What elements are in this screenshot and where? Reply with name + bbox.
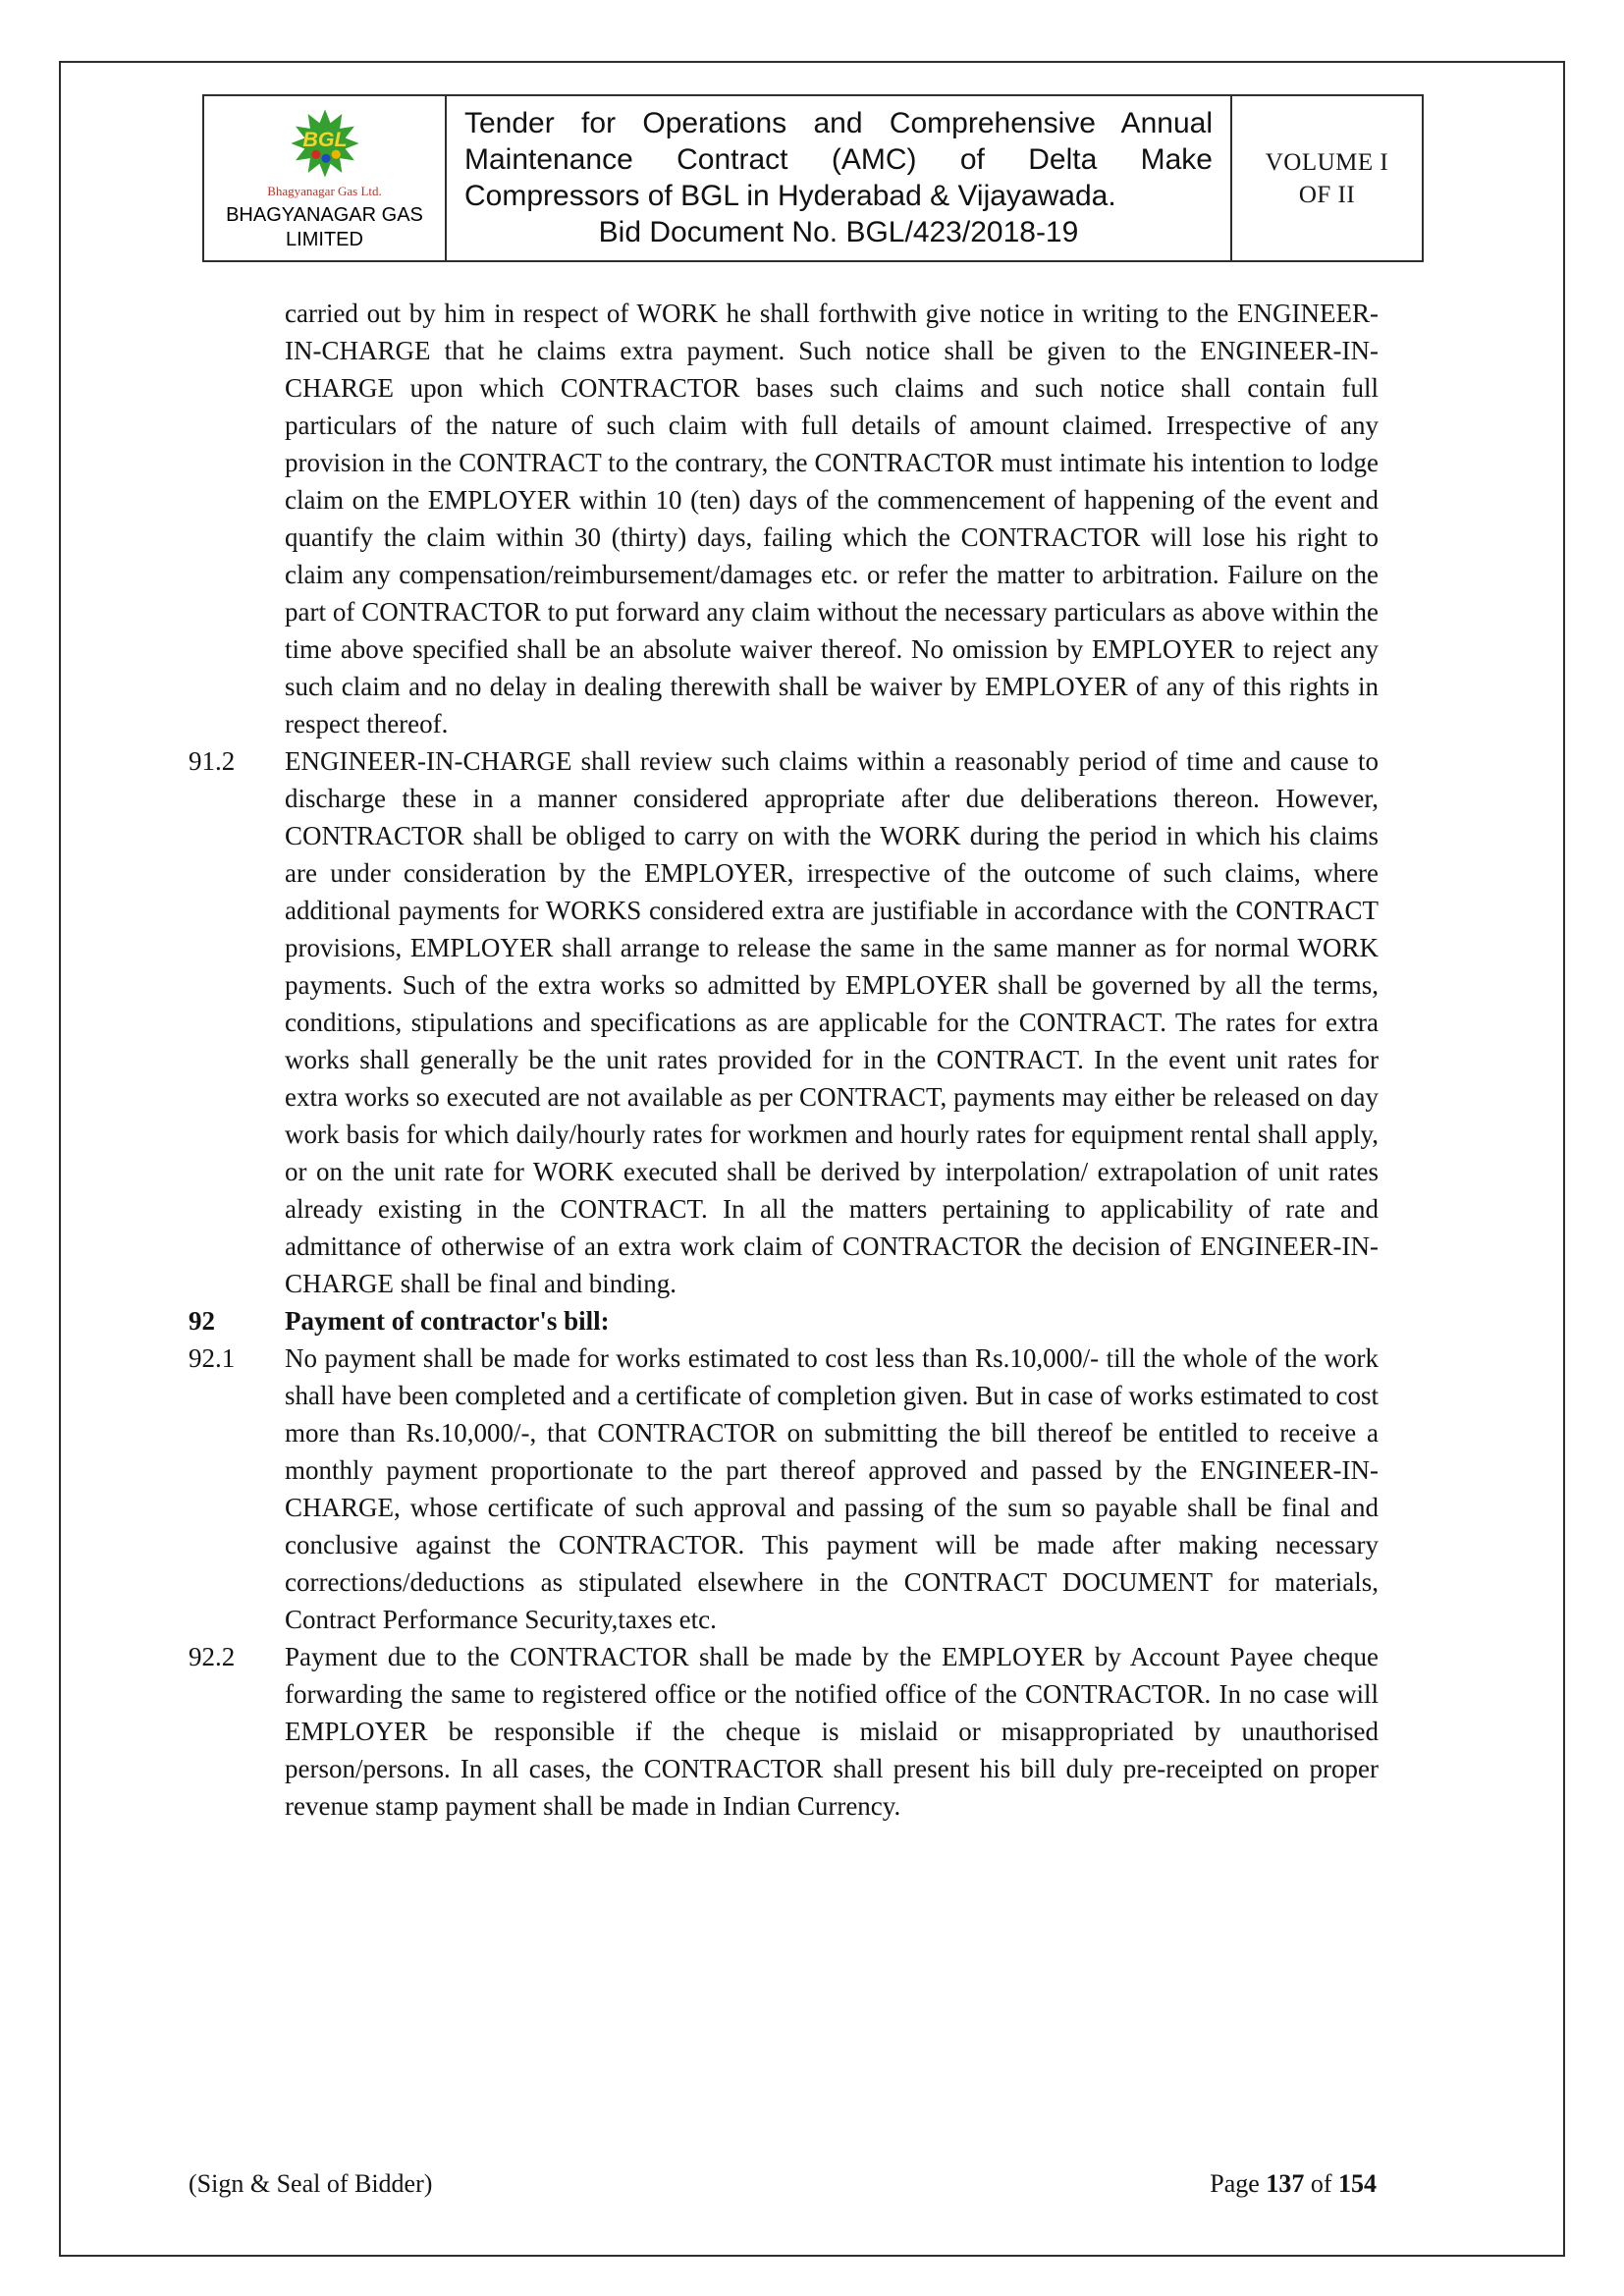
clause-text: No payment shall be made for works estimated to cost less than Rs.10,000/- till the whole of the work shall have been completed and a certificate of completion given. But in case of works estimated to cost more than Rs.10,000/-, that CONTRACTOR on submitting the bill thereof be entitled to receive a monthly payment proportionate to the part thereof approved and passed by the ENGINEER-IN-CHARGE, whose certificate of such approval and passing of the sum so payable shall be final and conclusive against the CONTRACTOR. This payment will be made after making necessary corrections/deductions as stipulated elsewhere in the CONTRACT DOCUMENT for materials, Contract Performance Security,taxes etc.: [285, 1343, 1379, 1634]
volume-label: [1232, 96, 1422, 260]
clause-92-2: [189, 1638, 1379, 1825]
sign-seal-label: (Sign & Seal of Bidder): [189, 2169, 433, 2198]
page-number-current: 137: [1266, 2169, 1305, 2198]
clause-number: 92: [189, 1306, 215, 1336]
clause-number: 91.2: [189, 746, 236, 776]
page-number-total: 154: [1338, 2169, 1377, 2198]
company-logo-cell: [204, 96, 447, 260]
bid-document-number: Bid Document No. BGL/423/2018-19: [598, 216, 1079, 248]
bgl-logo-icon: [273, 104, 377, 183]
title-cell: [447, 96, 1232, 260]
clause-number: 92.2: [189, 1642, 236, 1671]
clause-91-2: [189, 742, 1379, 1302]
logo-text: BGL: [301, 128, 348, 152]
page-footer: [189, 2168, 1377, 2200]
clause-number: [189, 295, 285, 742]
company-name: BHAGYANAGAR GAS LIMITED: [226, 204, 423, 250]
clause-92-heading: [189, 1302, 1379, 1339]
clause-text: ENGINEER-IN-CHARGE shall review such claims within a reasonably period of time and cause to discharge these in a manner considered appropriate after due deliberations thereon. However, CONTRACTOR shall be obliged to carry on with the WORK during the period in which his claims are under consideration by the EMPLOYER, irrespective of the outcome of such claims, where additional payments for WORKS considered extra are justifiable in accordance with the CONTRACT provisions, EMPLOYER shall arrange to release the same in the same manner as for normal WORK payments. Such of the extra works so admitted by EMPLOYER shall be governed by all the terms, conditions, stipulations and specifications as are applicable for the CONTRACT. The rates for extra works shall generally be the unit rates provided for in the CONTRACT. In the event unit rates for extra works so executed are not available as per CONTRACT, payments may either be released on day work basis for which daily/hourly rates for workmen and hourly rates for equipment rental shall apply, or on the unit rate for WORK executed shall be derived by interpolation/ extrapolation of unit rates already existing in the CONTRACT. In all the matters pertaining to applicability of rate and admittance of otherwise of an extra work claim of CONTRACTOR the decision of ENGINEER-IN-CHARGE shall be final and binding.: [285, 746, 1379, 1298]
page-indicator: [1210, 2168, 1377, 2200]
document-body: [189, 295, 1379, 1825]
clause-text: carried out by him in respect of WORK he shall forthwith give notice in writing to the ENGINEER-IN-CHARGE that he claims extra payment. Such notice shall be given to the ENGINEER-IN-CHARGE upon which CONTRACTOR bases such claims and such notice shall contain full particulars of the nature of such claim with full details of amount claimed. Irrespective of any provision in the CONTRACT to the contrary, the CONTRACTOR must intimate his intention to lodge claim on the EMPLOYER within 10 (ten) days of the commencement of happening of the event and quantify the claim within 30 (thirty) days, failing which the CONTRACTOR will lose his right to claim any compensation/reimbursement/damages etc. or refer the matter to arbitration. Failure on the part of CONTRACTOR to put forward any claim without the necessary particulars as above within the time above specified shall be an absolute waiver thereof. No omission by EMPLOYER to reject any such claim and no delay in dealing therewith shall be waiver by EMPLOYER of any of this rights in respect thereof.: [285, 299, 1379, 738]
clause-number: 92.1: [189, 1343, 236, 1373]
document-header: [202, 94, 1424, 262]
page-word: Page: [1210, 2169, 1260, 2198]
clause-92-1: [189, 1339, 1379, 1638]
of-word: of: [1310, 2169, 1332, 2198]
clause-continuation: [189, 295, 1379, 742]
volume-line-2: OF II: [1298, 181, 1356, 208]
clause-heading-text: Payment of contractor's bill:: [285, 1306, 610, 1336]
volume-line-1: VOLUME I: [1265, 148, 1389, 176]
logo-caption: Bhagyanagar Gas Ltd.: [267, 184, 382, 198]
clause-text: Payment due to the CONTRACTOR shall be made by the EMPLOYER by Account Payee cheque forwarding the same to registered office or the notified office of the CONTRACTOR. In no case will EMPLOYER be responsible if the cheque is mislaid or misappropriated by unauthorised person/persons. In all cases, the CONTRACTOR shall present his bill duly pre-receipted on proper revenue stamp payment shall be made in Indian Currency.: [285, 1642, 1379, 1821]
document-title: Tender for Operations and Comprehensive Annual Maintenance Contract (AMC) of Delta Make Compressors of BGL in Hyderabad & Vijayawada.: [464, 107, 1213, 212]
page-border: [59, 61, 1565, 2257]
